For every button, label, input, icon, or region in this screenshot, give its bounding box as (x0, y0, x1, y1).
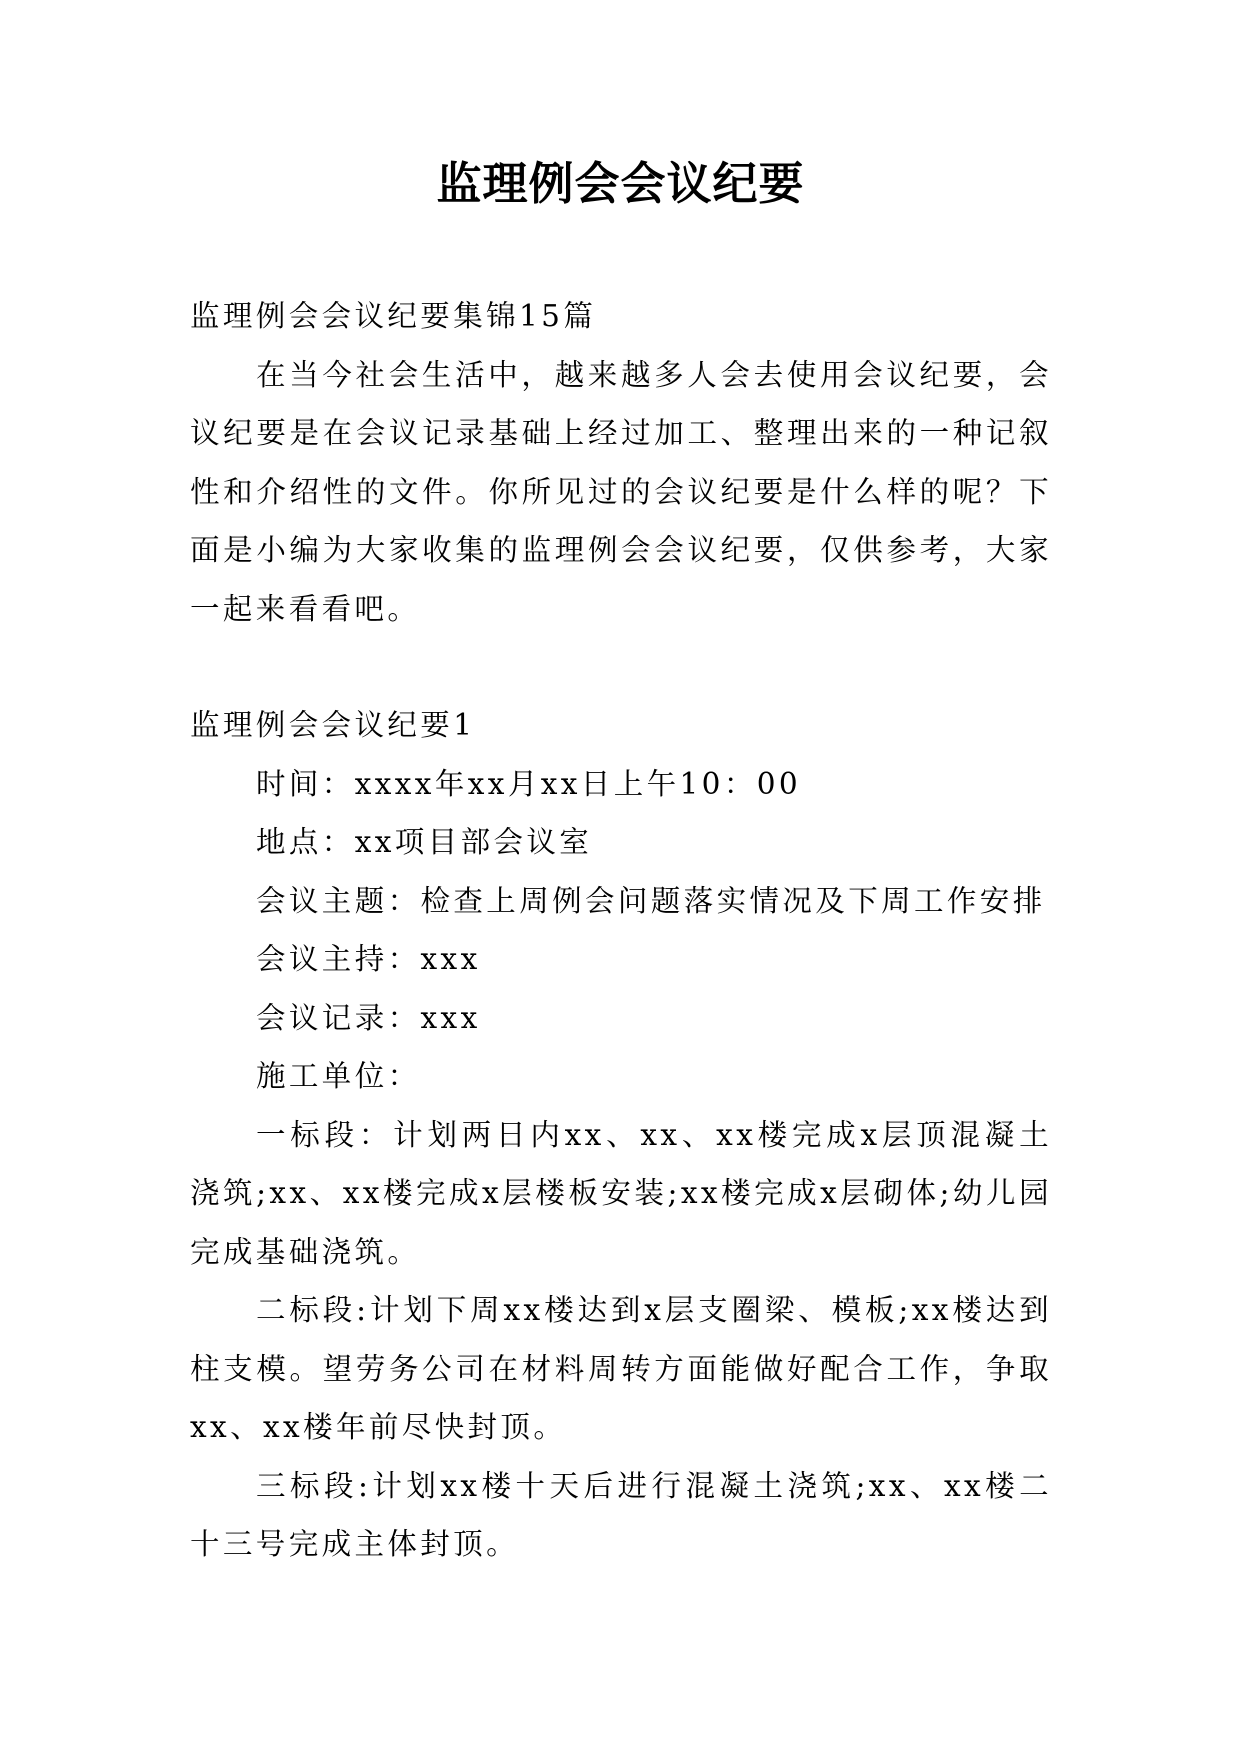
intro-paragraph: 在当今社会生活中，越来越多人会去使用会议纪要，会议纪要是在会议记录基础上经过加工、整理出来的一种记叙性和介绍性的文件。你所见过的会议纪要是什么样的呢？下面是小编为大家收集的监理例会会议纪要，仅供参考，大家一起来看看吧。 (190, 357, 1052, 626)
collection-subtitle: 监理例会会议纪要集锦15篇 (190, 299, 597, 333)
meeting-place: 地点：xx项目部会议室 (256, 825, 593, 859)
meeting-time: 时间：xxxx年xx月xx日上午10：00 (256, 766, 802, 801)
section-heading: 监理例会会议纪要1 (190, 708, 476, 742)
section-two-paragraph: 二标段:计划下周xx楼达到x层支圈梁、模板;xx楼达到柱支模。望劳务公司在材料周转方面能做好配合工作，争取xx、xx楼年前尽快封顶。 (190, 1293, 1052, 1444)
document-body (190, 287, 1052, 1574)
section-three-paragraph: 三标段:计划xx楼十天后进行混凝土浇筑;xx、xx楼二十三号完成主体封顶。 (190, 1468, 1052, 1561)
meeting-host: 会议主持：xxx (256, 942, 481, 976)
construction-unit-label: 施工单位： (256, 1059, 421, 1093)
meeting-recorder: 会议记录：xxx (256, 1000, 481, 1035)
meeting-topic: 会议主题：检查上周例会问题落实情况及下周工作安排 (256, 883, 1046, 918)
section-spacer (190, 638, 1052, 696)
section-one-paragraph: 一标段：计划两日内xx、xx、xx楼完成x层顶混凝土浇筑;xx、xx楼完成x层楼板安装;xx楼完成x层砌体;幼儿园完成基础浇筑。 (190, 1117, 1052, 1269)
document-title: 监理例会会议纪要 (436, 157, 805, 210)
